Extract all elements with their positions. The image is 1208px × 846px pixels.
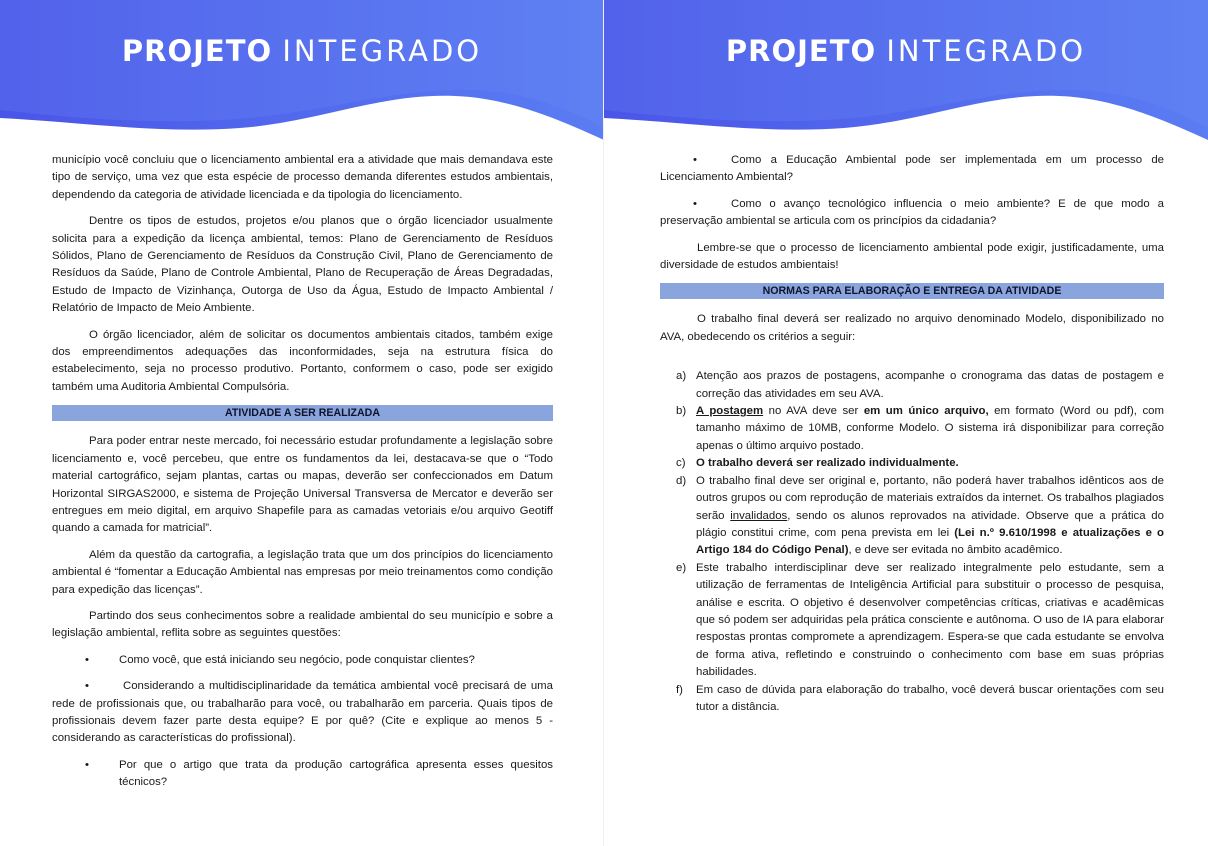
paragraph: O trabalho final deverá ser realizado no arquivo denominado Modelo, disponibilizado no AVA, obedecendo os critérios a seguir: [660,313,1164,343]
list-item [52,757,553,792]
page-right [604,0,1208,846]
criteria-item-c [660,455,1164,472]
item-letter: a) [676,370,687,383]
paragraph: Além da questão da cartografia, a legislação trata que um dos princípios do licenciamento ambiental é “fomentar a Educação Ambiental nas empresas por meio treinamentos como condição para expedição das licenças”. [52,548,553,596]
item-letter: d) [676,474,687,487]
item-text-part: O trabalho final deve ser original e, portanto, não poderá haver trabalhos idênticos aos de outros grupos ou com reprodução de materiais extraídos da internet. Os trabalhos plagiados serão [696,474,1164,522]
header-title-bold: PROJETO [725,34,877,68]
criteria-item-d [660,473,1164,560]
item-underlined: A postagem [696,405,764,418]
list-item [52,678,553,748]
list-item [52,652,553,669]
list-item-text: Por que o artigo que trata da produção cartográfica apresenta esses quesitos técnicos? [119,758,553,789]
item-underlined: invalidados [730,509,788,522]
header-title-light: INTEGRADO [282,34,483,68]
list-item-text: Como você, que está iniciando seu negócio, pode conquistar clientes? [119,653,475,666]
item-text: Atenção aos prazos de postagens, acompanhe o cronograma das datas de postagem e correção das atividades em seu AVA. [696,370,1164,400]
header-title [0,34,604,68]
criteria-item-b [660,403,1164,455]
list-item-text: Considerando a multidisciplinaridade da temática ambiental você precisará de uma rede de profissionais que, ou trabalharão para você, ou trabalharão em parceria. Quais tipos de profissionais devem fazer parte desta equipe? E por quê? (Cite e explique ao menos 5 - considerando as características do profissional). [52,680,553,745]
list-item [660,152,1164,187]
criteria-item-e [660,560,1164,682]
item-letter: b) [676,405,687,418]
header-title [604,34,1208,68]
item-text [696,403,1164,455]
paragraph: Dentre os tipos de estudos, projetos e/ou planos que o órgão licenciador usualmente solicita para a expedição da licença ambiental, temos: Plano de Gerenciamento de Resíduos Sólidos, Plano de Gerenciamento de Resíduos da Construção Civil, Plano de Gerenciamento de Resíduos da Saúde, Plano de Controle Ambiental, Plano de Recuperação de Áreas Degradadas, Estudo de Impacto de Vizinhança, Outorga de Uso da Água, Estudo de Impacto Ambiental / Relatório de Impacto de Meio Ambiente. [52,215,553,315]
item-text: Em caso de dúvida para elaboração do trabalho, você deverá buscar orientações com seu tutor a distância. [696,683,1164,713]
criteria-item-a [660,368,1164,403]
item-bold: O trabalho deverá ser realizado individualmente. [696,457,959,470]
paragraph: Lembre-se que o processo de licenciamento ambiental pode exigir, justificadamente, uma diversidade de estudos ambientais! [660,241,1164,272]
bullet-icon: • [85,758,89,771]
item-text-part: , e deve ser evitada no âmbito acadêmico. [848,544,1063,557]
item-text: Este trabalho interdisciplinar deve ser realizado integralmente pelo estudante, sem a utilização de ferramentas de Inteligência Artificial para substituir o processo de pesquisa, análise e escrita. O objetivo é desenvolver competências críticas, criativas e acadêmicas que só podem ser adquiridas pela prática consciente e autônoma. O uso de IA para elaborar respostas prontas compromete a aprendizagem. Espera-se que cada estudante se envolva de forma ativa, refletindo e construindo o conhecimento com base em suas próprias habilidades. [696,561,1164,679]
list-item-text: Como o avanço tecnológico influencia o meio ambiente? E de que modo a preservação ambiental se articula com os princípios da cidadania? [660,197,1164,228]
item-text-part: no AVA deve ser [763,405,864,418]
criteria-item-f [660,682,1164,717]
paragraph: O órgão licenciador, além de solicitar os documentos ambientais citados, também exige dos empreendimentos adequações das inconformidades, seja na estrutura física do estabelecimento, seja no processo produtivo. Portanto, conformem o caso, pode ser exigido também uma Auditoria Ambiental Compulsória. [52,328,553,393]
criteria-list [660,368,1164,716]
page-left-content [52,152,553,801]
paragraph: Para poder entrar neste mercado, foi necessário estudar profundamente a legislação sobre licenciamento e, você percebeu, que entre os fundamentos da lei, destacava-se que o “Todo material cartográfico, sejam plantas, cartas ou mapas, deverão ser confeccionados em Datum Horizontal SIRGAS2000, e sistema de Projeção Universal Transversa de Mercator e deverão ser entregues em meio digital, em arquivo Shapefile para as camadas vetoriais e/ou arquivo Geotiff quando a camada for matricial”. [52,435,553,535]
paragraph: Partindo dos seus conhecimentos sobre a realidade ambiental do seu município e sobre a legislação ambiental, reflita sobre as seguintes questões: [52,609,553,640]
item-letter: c) [676,457,686,470]
bullet-icon: • [693,197,697,210]
item-bold: (Lei n.º 9.610/1998 e atualizações e o Artigo 184 do Código Penal) [696,526,1164,557]
item-letter: e) [676,561,687,574]
header-wave-banner [604,0,1208,150]
item-text [696,455,1164,472]
item-text-part: em formato (Word ou pdf), com tamanho máximo de 10MB, conforme Modelo. O sistema irá disponibilizar para correção apenas o último arquivo postado. [696,405,1164,452]
list-item [660,196,1164,231]
item-bold: em um único arquivo, [863,405,989,418]
section-heading-rules: NORMAS PARA ELABORAÇÃO E ENTREGA DA ATIVIDADE [660,283,1164,299]
section-heading-activity: ATIVIDADE A SER REALIZADA [52,405,553,421]
item-text [696,473,1164,560]
bullet-icon: • [693,154,697,166]
bullet-icon: • [85,653,89,666]
page-right-content [660,152,1164,716]
header-title-light: INTEGRADO [886,34,1087,68]
bullet-icon: • [85,680,89,693]
list-item-text: Como a Educação Ambiental pode ser implementada em um processo de Licenciamento Ambiental? [660,154,1164,184]
item-text-part: , sendo os alunos reprovados na atividade. Observe que a prática do plágio constitui crime, com pena prevista em lei [696,509,1164,539]
item-letter: f) [676,683,683,696]
header-wave-banner [0,0,604,150]
header-title-bold: PROJETO [121,34,273,68]
paragraph: município você concluiu que o licenciamento ambiental era a atividade que mais demandava este tipo de serviço, uma vez que esta espécie de processo demanda diferentes estudos ambientais, dependendo da categoria de atividade licenciada e da tipologia do licenciamento. [52,154,553,201]
